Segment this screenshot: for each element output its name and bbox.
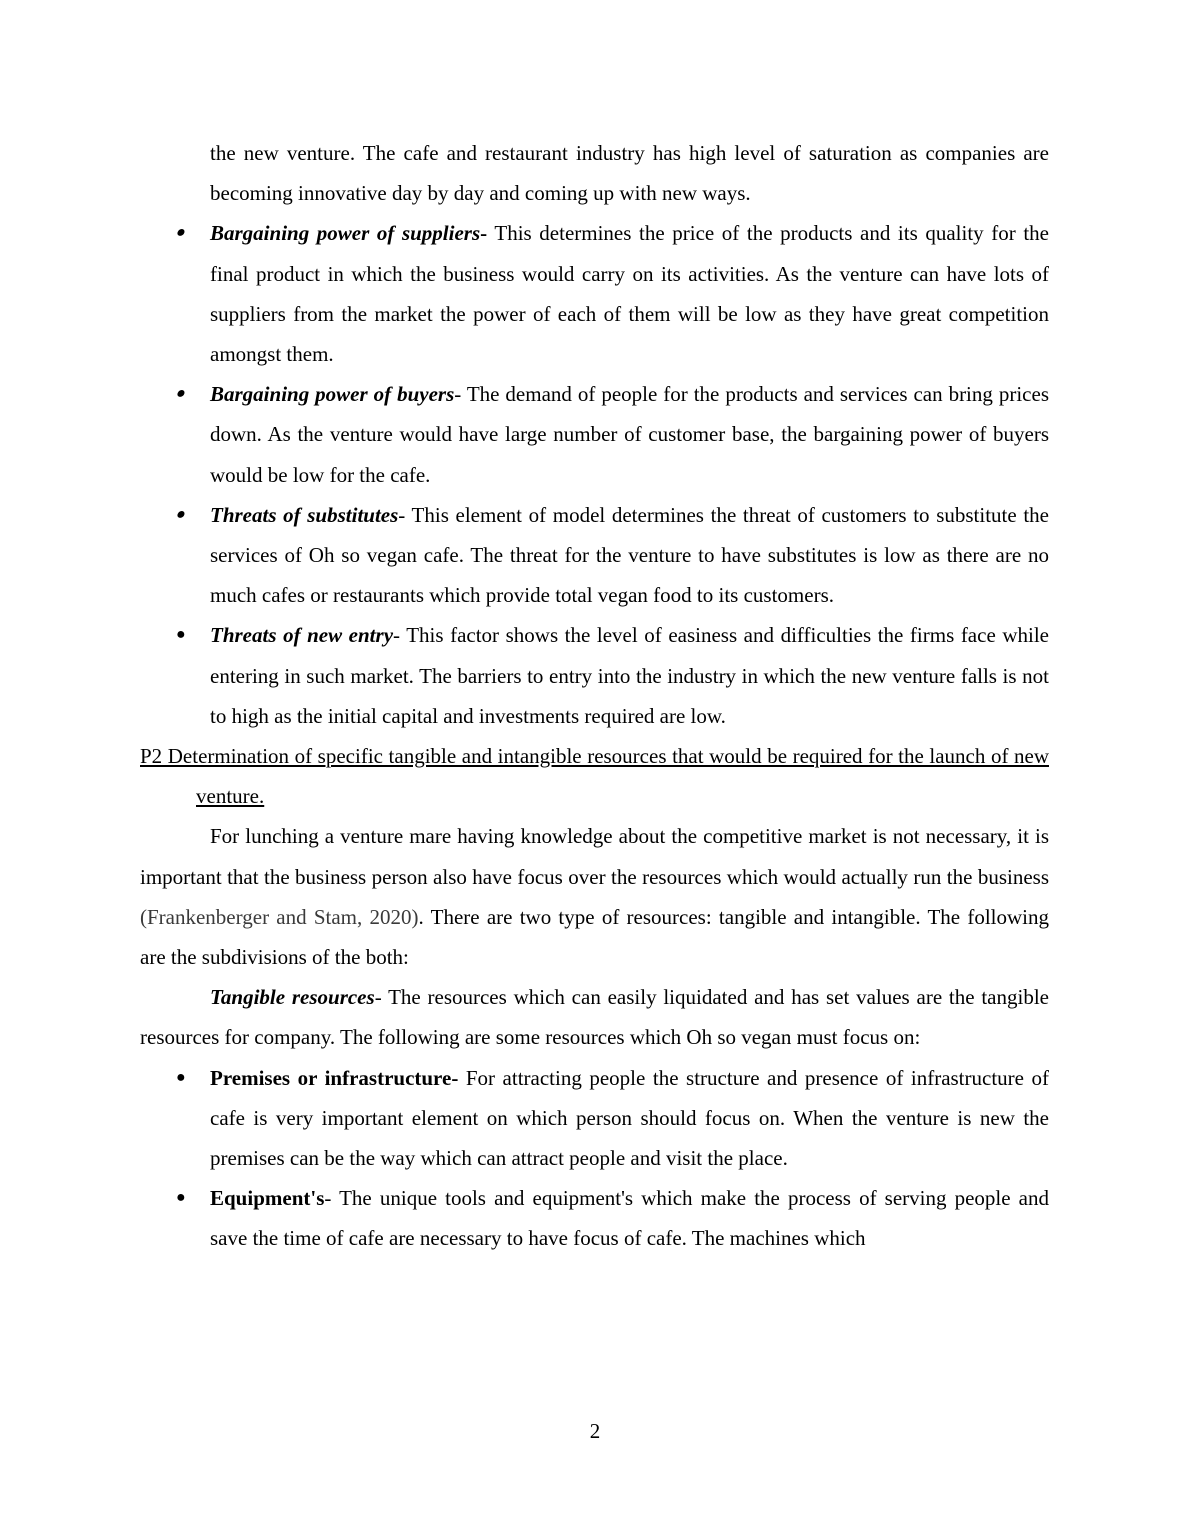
list-item-text: The unique tools and equipment's which make the process of serving people and save the time of cafe are necessary to have focus of cafe. The machines which bbox=[210, 1186, 1049, 1251]
list-item-separator: - bbox=[398, 502, 406, 527]
list-item bbox=[176, 1178, 1049, 1258]
porter-forces-list bbox=[140, 213, 1049, 736]
tangible-text: - The resources which can easily liquidated and has set values are the tangible resources for company. The following are some resources which Oh so vegan must focus on: bbox=[140, 985, 1049, 1050]
list-item-term: Bargaining power of buyers bbox=[210, 382, 455, 407]
intro-text: For lunching a venture mare having knowledge about the competitive market is not necessary, it is important that the business person also have focus over the resources which would actually run the business bbox=[140, 824, 1049, 889]
tangible-term: Tangible resources bbox=[210, 985, 375, 1010]
list-item-separator: - bbox=[451, 1065, 459, 1090]
page-number: 2 bbox=[589, 1419, 601, 1443]
list-item-separator: - bbox=[454, 382, 462, 407]
tangible-paragraph bbox=[140, 977, 1049, 1057]
list-item-term: Threats of new entry bbox=[210, 623, 394, 648]
bullet-icon: ● bbox=[176, 1189, 186, 1207]
page-content bbox=[140, 133, 1049, 1259]
list-item-text: This determines the price of the products and its quality for the final product in which the business would carry on its activities. As the venture can have lots of suppliers from the market the power of each of them will be low as they have great competition amongst them. bbox=[210, 221, 1050, 367]
section-heading: P2 Determination of specific tangible and intangible resources that would be required for the launch of new venture. bbox=[140, 744, 1049, 809]
bullet-icon: ● bbox=[176, 626, 186, 644]
list-item bbox=[176, 615, 1049, 736]
list-item-separator: - bbox=[393, 623, 401, 648]
list-item-term: Threats of substitutes bbox=[210, 502, 399, 527]
list-item-separator: - bbox=[324, 1186, 332, 1211]
list-item bbox=[174, 374, 1049, 495]
list-item-term: Bargaining power of suppliers- bbox=[210, 221, 488, 246]
list-item-text: This factor shows the level of easiness and difficulties the firms face while entering in such market. The barriers to entry into the industry in which the new venture falls is not to high as the initial capital and investments required are low. bbox=[210, 623, 1049, 728]
continuation-paragraph: the new venture. The cafe and restaurant industry has high level of saturation as companies are becoming innovative day by day and coming up with new ways. bbox=[210, 141, 1049, 206]
list-item-term: Equipment's bbox=[210, 1186, 325, 1211]
bullet-icon: ● bbox=[174, 505, 188, 523]
list-item-text: For attracting people the structure and presence of infrastructure of cafe is very important element on which person should focus on. When the venture is new the premises can be the way which can attract people and visit the place. bbox=[210, 1065, 1049, 1171]
list-item bbox=[176, 1058, 1049, 1179]
list-item bbox=[174, 495, 1049, 616]
bullet-icon: ● bbox=[174, 224, 188, 242]
list-item-term: Premises or infrastructure bbox=[210, 1065, 452, 1090]
intro-paragraph bbox=[140, 816, 1049, 977]
intro-text-end: . There are two type of resources: tangible and intangible. The following are the subdivisions of the both: bbox=[140, 904, 1050, 970]
bullet-icon: ● bbox=[174, 385, 188, 403]
bullet-icon: ● bbox=[176, 1068, 186, 1086]
list-item-text: The demand of people for the products and services can bring prices down. As the venture would have large number of customer base, the bargaining power of buyers would be low for the cafe. bbox=[210, 382, 1049, 487]
citation: (Frankenberger and Stam, 2020) bbox=[140, 904, 419, 929]
list-item-text: This element of model determines the threat of customers to substitute the services of Oh so vegan cafe. The threat for the venture to have substitutes is low as there are no much cafes or restaurants which provide total vegan food to its customers. bbox=[210, 502, 1049, 608]
resources-list bbox=[140, 1058, 1049, 1259]
list-item bbox=[174, 213, 1050, 374]
